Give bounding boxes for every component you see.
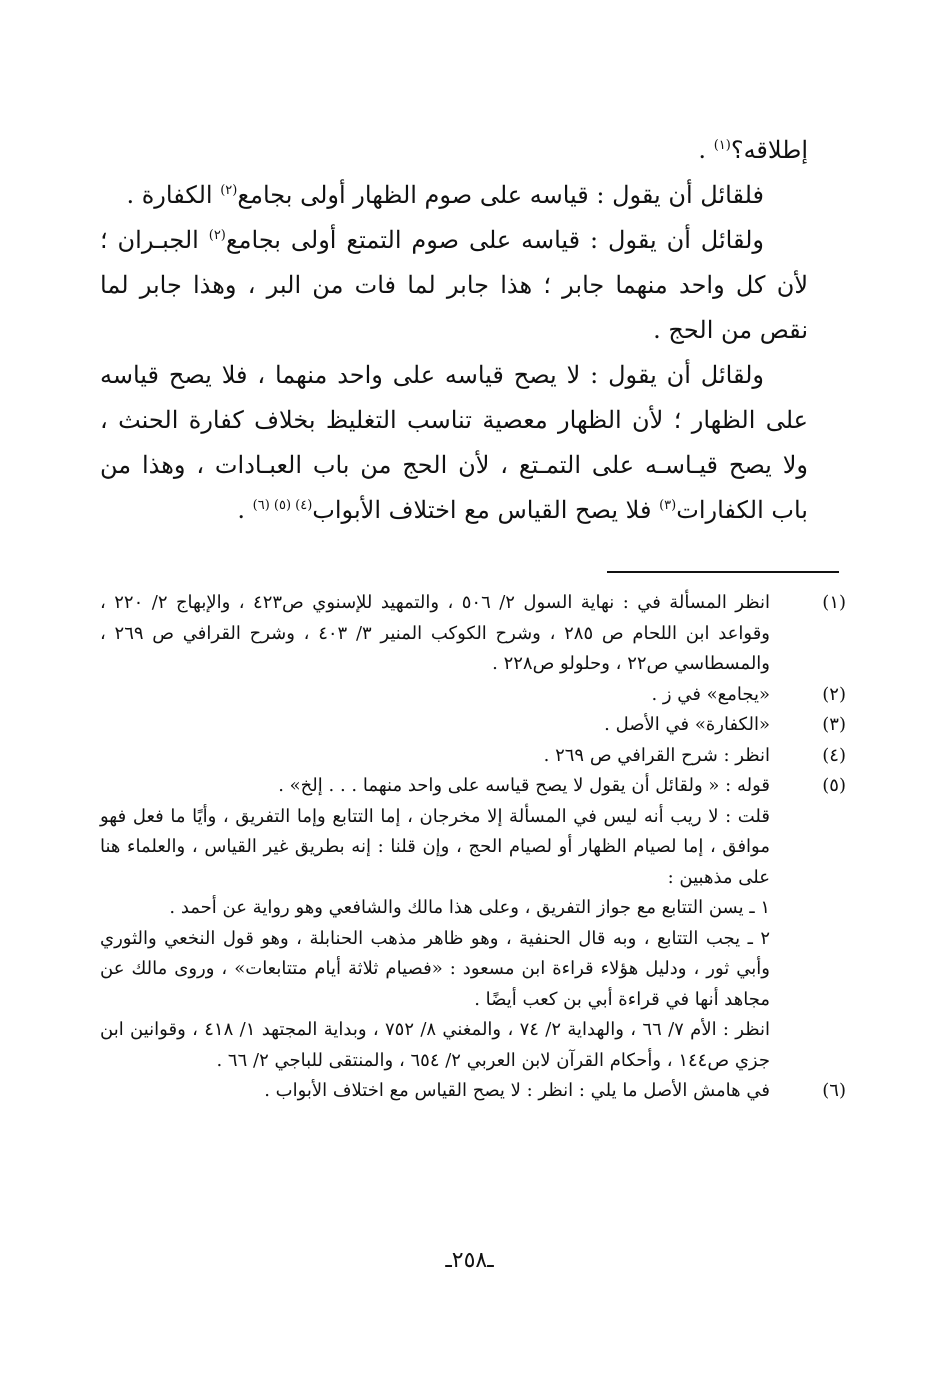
footnote-number: (٤) (822, 744, 846, 766)
footnote-ref[interactable]: (٢) (220, 183, 238, 198)
footnote-6 (100, 1076, 846, 1107)
footnote-1 (100, 588, 847, 680)
footnote-ref[interactable]: (٣) (659, 498, 677, 513)
text: ولقائل أن يقول : لا يصح قياسه على واحد منهما ، فلا يصح قياسه على الظهار ؛ لأن الظهار معصية تناسب التغليظ بخلاف كفارة الحنث ، ولا يصح قيـاسـه على التمـتع ، لأن الحج من باب العبـادات ، وهذا من باب الكفارات (100, 361, 808, 524)
footnote-text: انظر : شرح القرافي ص ٢٦٩ . (543, 744, 770, 766)
footnote-text: «الكفارة» في الأصل . (604, 714, 770, 735)
paragraph-1 (100, 173, 808, 218)
footnote-separator (607, 571, 839, 573)
text: . (698, 136, 714, 164)
footnote-text: انظر المسألة في : نهاية السول ٢/ ٥٠٦ ، والتمهيد للإسنوي ص٤٢٣ ، والإبهاج ٢/ ٢٢٠ ، وقواعد ابن اللحام ص ٢٨٥ ، وشرح الكوكب المنير ٣/ ٤٠٣ ، وشرح القرافي ص ٢٦٩ ، والمسطاسي ص٢٢ ، وحلولو ص٢٢٨ . (100, 592, 771, 674)
footnote-ref[interactable]: (٤) (٥) (٦) (252, 498, 313, 513)
footnote-5-para: ١ ـ يسن التتابع مع جواز التفريق ، وعلى هذا مالك والشافعي وهو رواية عن أحمد . (169, 897, 770, 918)
text: إطلاقه؟ (730, 136, 808, 164)
text: فلقائل أن يقول : قياسه على صوم الظهار أولى بجامع (237, 181, 764, 209)
text: . (237, 496, 253, 524)
footnote-text: في هامش الأصل ما يلي : انظر : لا يصح القياس مع اختلاف الأبواب . (264, 1080, 770, 1101)
footnote-ref[interactable]: (٢) (208, 228, 226, 243)
footnote-5-para: قلت : لا ريب أنه ليس في المسألة إلا مخرجان ، إما التتابع وإما التفريق ، وأيًا ما فعل فهو موافق ، إما لصيام الظهار أو لصيام الحج ، وإن قلنا : إنه بطريق غير القياس ، والعلماء هنا على مذهبين : (100, 805, 770, 888)
footnote-4 (100, 741, 846, 772)
paragraph-3 (100, 353, 808, 533)
footnote-number: (٥) (822, 775, 846, 796)
text: الكفارة . (126, 181, 221, 209)
footnote-2 (100, 680, 846, 711)
footnote-number: (٣) (822, 714, 846, 735)
paragraph-0 (100, 128, 808, 173)
main-text (100, 128, 808, 533)
footnote-text: «يجامع» في ز . (651, 683, 770, 705)
text: ولقائل أن يقول : قياسه على صوم التمتع أولى بجامع (225, 226, 764, 254)
paragraph-2 (100, 218, 808, 353)
page-number: ـ٢٥٨ـ (445, 1248, 494, 1273)
footnotes (100, 588, 847, 1107)
footnote-5 (100, 771, 846, 802)
footnote-5-para: ٢ ـ يجب التتابع ، وبه قال الحنفية ، وهو ظاهر مذهب الحنابلة ، وهو قول النخعي والثوري وأبي ثور ، ودليل هؤلاء قراءة ابن مسعود : «فصيام ثلاثة أيام متتابعات» ، وروى مالك عن مجاهد أنها في قراءة أبي بن كعب أيضًا . (100, 927, 770, 1010)
footnote-number: (١) (822, 592, 847, 613)
footnote-number: (٦) (822, 1080, 846, 1101)
footnote-number: (٢) (822, 683, 846, 705)
footnote-text: قوله : « ولقائل أن يقول لا يصح قياسه على واحد منهما . . . إلخ» . (278, 775, 770, 796)
footnote-ref[interactable]: (١) (713, 138, 731, 153)
text: الجبـران ؛ لأن كل واحد منهما جابر ؛ هذا جابر لما فات من البر ، وهذا جابر لما نقص من الحج . (100, 226, 809, 344)
text: فلا يصح القياس مع اختلاف الأبواب (312, 496, 660, 524)
footnote-3 (100, 710, 846, 741)
footnote-5-para: انظر : الأم ٧/ ٦٦ ، والهداية ٢/ ٧٤ ، والمغني ٨/ ٧٥٢ ، وبداية المجتهد ١/ ٤١٨ ، وقوانين ابن جزي ص١٤٤ ، وأحكام القرآن لابن العربي ٢/ ٦٥٤ ، والمنتقى للباجي ٢/ ٦٦ . (100, 1019, 771, 1071)
